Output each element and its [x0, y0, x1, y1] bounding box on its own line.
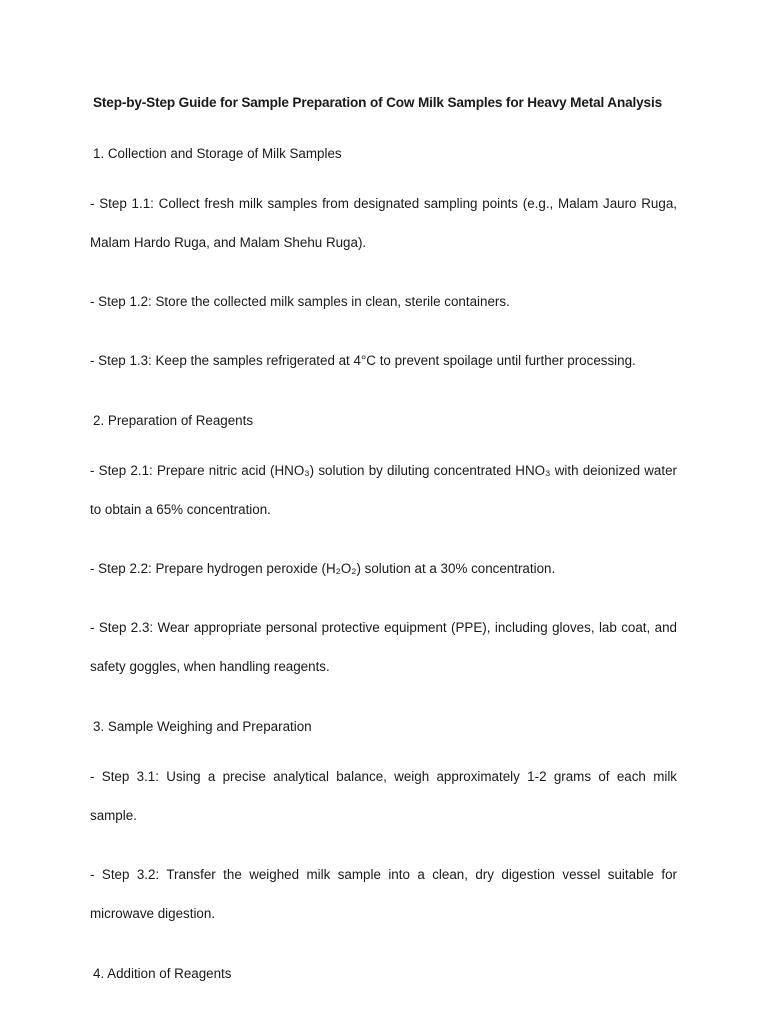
document-body: [90, 93, 677, 984]
section-heading: 4. Addition of Reagents: [93, 966, 232, 981]
step-paragraph: - Step 3.2: Transfer the weighed milk sample into a clean, dry digestion vessel suitable for microwave digestion.: [90, 867, 677, 921]
section-heading: 2. Preparation of Reagents: [93, 413, 254, 428]
step-paragraph: - Step 1.2: Store the collected milk samples in clean, sterile containers.: [90, 294, 510, 309]
document-title: Step-by-Step Guide for Sample Preparation of Cow Milk Samples for Heavy Metal Analysis: [93, 95, 663, 110]
step-paragraph: - Step 2.2: Prepare hydrogen peroxide (H₂O₂) solution at a 30% concentration.: [90, 561, 556, 576]
step-paragraph: - Step 1.1: Collect fresh milk samples from designated sampling points (e.g., Malam Jauro Ruga, Malam Hardo Ruga, and Malam Shehu Ruga).: [90, 196, 677, 250]
section-heading: 3. Sample Weighing and Preparation: [93, 719, 312, 734]
section-heading: 1. Collection and Storage of Milk Samples: [93, 146, 342, 161]
step-paragraph: - Step 3.1: Using a precise analytical balance, weigh approximately 1-2 grams of each milk sample.: [90, 769, 677, 823]
step-paragraph: - Step 2.3: Wear appropriate personal protective equipment (PPE), including gloves, lab coat, and safety goggles, when handling reagents.: [90, 620, 677, 674]
step-paragraph: - Step 1.3: Keep the samples refrigerated at 4°C to prevent spoilage until further processing.: [90, 353, 636, 368]
step-paragraph: - Step 2.1: Prepare nitric acid (HNO₃) solution by diluting concentrated HNO₃ with deionized water to obtain a 65% concentration.: [90, 463, 677, 517]
